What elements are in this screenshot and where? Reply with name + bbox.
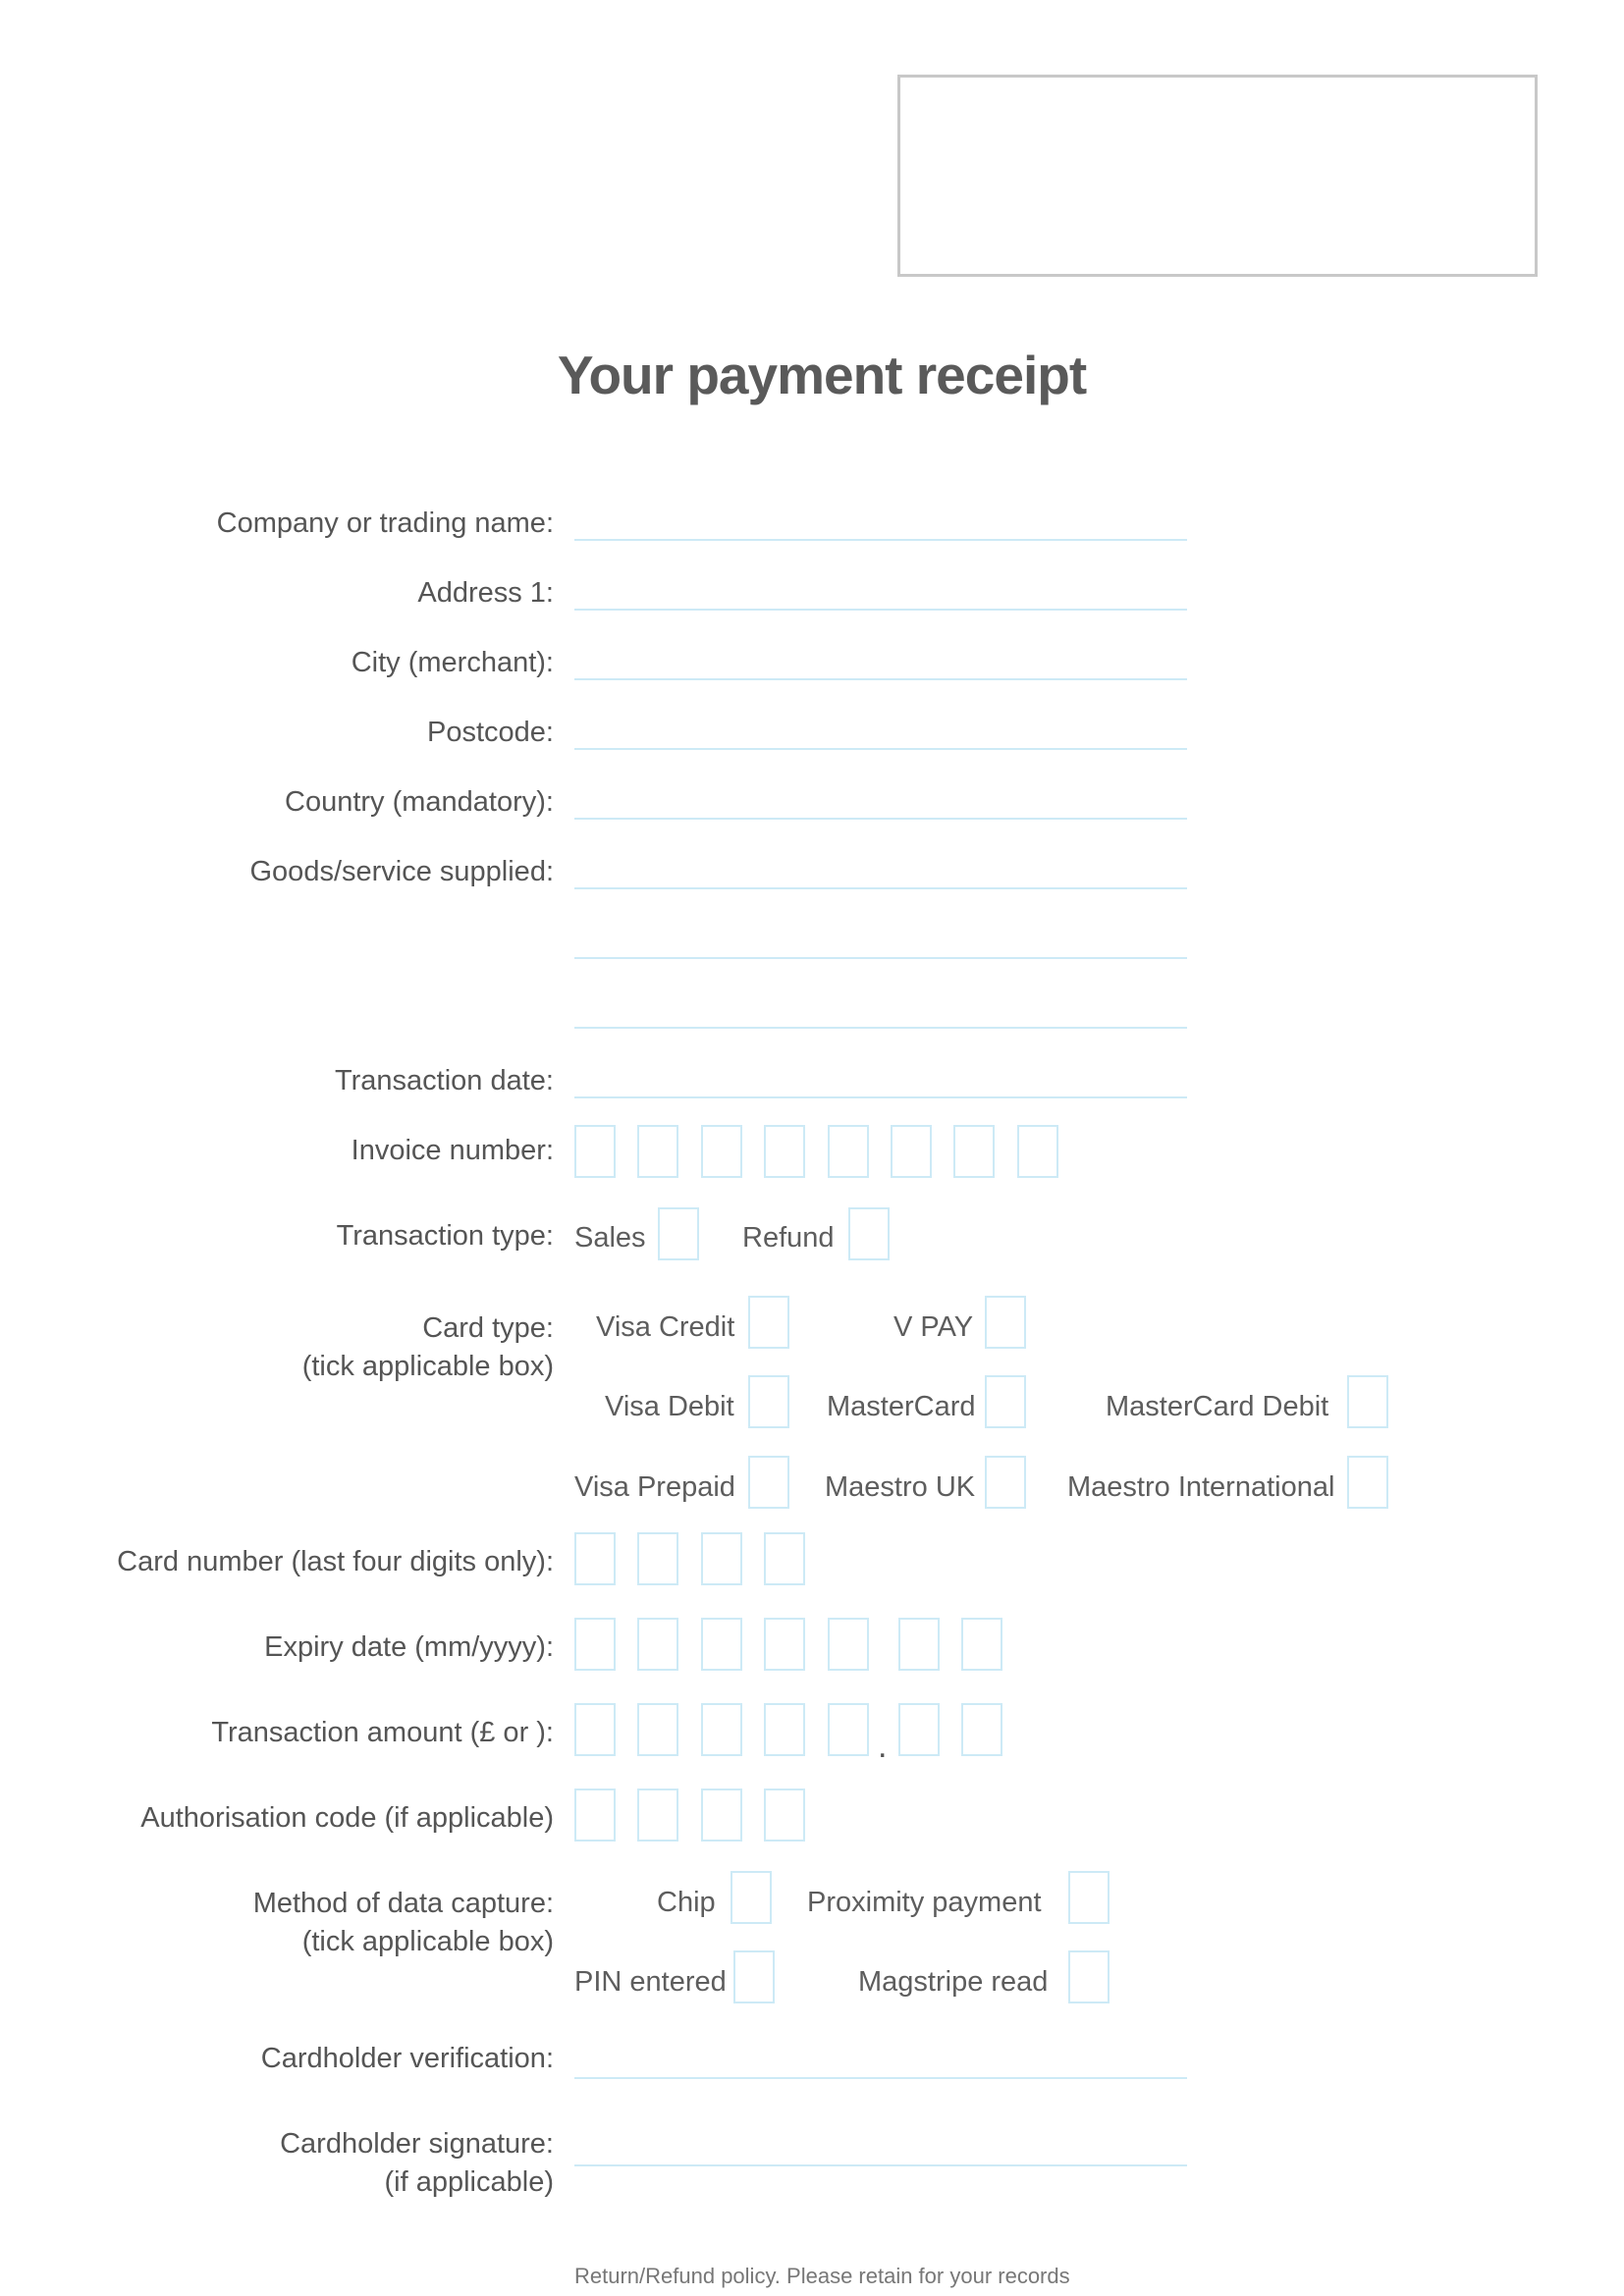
invoice-digit-box[interactable] (764, 1125, 805, 1178)
card-number-label: Card number (last four digits only): (117, 1546, 554, 1577)
expiry-digit-box[interactable] (701, 1618, 742, 1671)
auth-code-box[interactable] (764, 1789, 805, 1842)
visa-credit-checkbox[interactable] (748, 1296, 789, 1349)
invoice-digit-box[interactable] (891, 1125, 932, 1178)
vpay-label: V PAY (893, 1311, 974, 1343)
city-field[interactable] (574, 678, 1187, 680)
amount-digit-box[interactable] (764, 1703, 805, 1756)
page-title: Your payment receipt (557, 345, 1087, 405)
invoice-number-label: Invoice number: (351, 1135, 554, 1166)
cardholder-signature-hint: (if applicable) (384, 2166, 554, 2198)
chip-checkbox[interactable] (731, 1871, 772, 1924)
country-label: Country (mandatory): (285, 786, 554, 818)
visa-prepaid-checkbox[interactable] (748, 1456, 789, 1509)
card-digit-box[interactable] (764, 1532, 805, 1585)
invoice-digit-box[interactable] (1017, 1125, 1058, 1178)
auth-code-box[interactable] (574, 1789, 616, 1842)
expiry-digit-box[interactable] (898, 1618, 940, 1671)
cardholder-signature-field[interactable] (574, 2164, 1187, 2166)
goods-field-line-1[interactable] (574, 887, 1187, 889)
auth-code-label: Authorisation code (if applicable) (140, 1802, 554, 1834)
visa-debit-label: Visa Debit (605, 1391, 734, 1422)
company-name-label: Company or trading name: (216, 507, 554, 539)
magstripe-read-label: Magstripe read (858, 1966, 1049, 1998)
amount-digit-box[interactable] (637, 1703, 678, 1756)
proximity-payment-checkbox[interactable] (1068, 1871, 1110, 1924)
expiry-digit-box[interactable] (961, 1618, 1002, 1671)
card-type-hint: (tick applicable box) (301, 1351, 554, 1382)
address1-field[interactable] (574, 609, 1187, 611)
visa-credit-label: Visa Credit (596, 1311, 735, 1343)
vpay-checkbox[interactable] (985, 1296, 1026, 1349)
data-capture-hint: (tick applicable box) (301, 1926, 554, 1957)
invoice-digit-box[interactable] (701, 1125, 742, 1178)
data-capture-label: Method of data capture: (252, 1888, 554, 1919)
invoice-digit-box[interactable] (637, 1125, 678, 1178)
maestro-international-checkbox[interactable] (1347, 1456, 1388, 1509)
sales-option-label: Sales (574, 1222, 646, 1254)
maestro-uk-label: Maestro UK (825, 1471, 976, 1503)
pin-entered-label: PIN entered (574, 1966, 727, 1998)
transaction-amount-label: Transaction amount (£ or ): (211, 1717, 554, 1748)
chip-label: Chip (657, 1887, 716, 1918)
cardholder-verification-field[interactable] (574, 2077, 1187, 2079)
maestro-international-label: Maestro International (1067, 1471, 1335, 1503)
amount-decimal-box[interactable] (898, 1703, 940, 1756)
transaction-type-label: Transaction type: (336, 1220, 554, 1252)
card-digit-box[interactable] (637, 1532, 678, 1585)
refund-option-label: Refund (742, 1222, 835, 1254)
amount-digit-box[interactable] (701, 1703, 742, 1756)
cardholder-verification-label: Cardholder verification: (260, 2043, 554, 2074)
amount-decimal-box[interactable] (961, 1703, 1002, 1756)
expiry-digit-box[interactable] (637, 1618, 678, 1671)
card-digit-box[interactable] (574, 1532, 616, 1585)
address1-label: Address 1: (417, 577, 554, 609)
refund-checkbox[interactable] (848, 1207, 890, 1260)
magstripe-read-checkbox[interactable] (1068, 1950, 1110, 2003)
transaction-date-label: Transaction date: (335, 1065, 554, 1096)
expiry-digit-box[interactable] (574, 1618, 616, 1671)
postcode-label: Postcode: (427, 717, 554, 748)
expiry-digit-box[interactable] (828, 1618, 869, 1671)
card-digit-box[interactable] (701, 1532, 742, 1585)
expiry-date-label: Expiry date (mm/yyyy): (264, 1631, 554, 1663)
goods-label: Goods/service supplied: (249, 856, 554, 887)
decimal-point: . (878, 1728, 888, 1765)
card-type-label: Card type: (422, 1312, 554, 1344)
proximity-payment-label: Proximity payment (807, 1887, 1042, 1918)
maestro-uk-checkbox[interactable] (985, 1456, 1026, 1509)
city-label: City (merchant): (351, 647, 554, 678)
sales-checkbox[interactable] (658, 1207, 699, 1260)
invoice-digit-box[interactable] (574, 1125, 616, 1178)
cardholder-signature-label: Cardholder signature: (280, 2128, 554, 2160)
invoice-digit-box[interactable] (953, 1125, 995, 1178)
auth-code-box[interactable] (701, 1789, 742, 1842)
postcode-field[interactable] (574, 748, 1187, 750)
auth-code-box[interactable] (637, 1789, 678, 1842)
mastercard-debit-label: MasterCard Debit (1106, 1391, 1329, 1422)
company-name-field[interactable] (574, 539, 1187, 541)
transaction-date-field[interactable] (574, 1096, 1187, 1098)
goods-field-line-3[interactable] (574, 1027, 1187, 1029)
goods-field-line-2[interactable] (574, 957, 1187, 959)
visa-prepaid-label: Visa Prepaid (574, 1471, 735, 1503)
footer-note: Return/Refund policy. Please retain for your records (574, 2264, 1070, 2288)
amount-digit-box[interactable] (574, 1703, 616, 1756)
amount-digit-box[interactable] (828, 1703, 869, 1756)
expiry-digit-box[interactable] (764, 1618, 805, 1671)
pin-entered-checkbox[interactable] (733, 1950, 775, 2003)
mastercard-checkbox[interactable] (985, 1375, 1026, 1428)
mastercard-label: MasterCard (827, 1391, 976, 1422)
visa-debit-checkbox[interactable] (748, 1375, 789, 1428)
mastercard-debit-checkbox[interactable] (1347, 1375, 1388, 1428)
country-field[interactable] (574, 818, 1187, 820)
logo-placeholder-box (897, 75, 1538, 277)
invoice-digit-box[interactable] (828, 1125, 869, 1178)
